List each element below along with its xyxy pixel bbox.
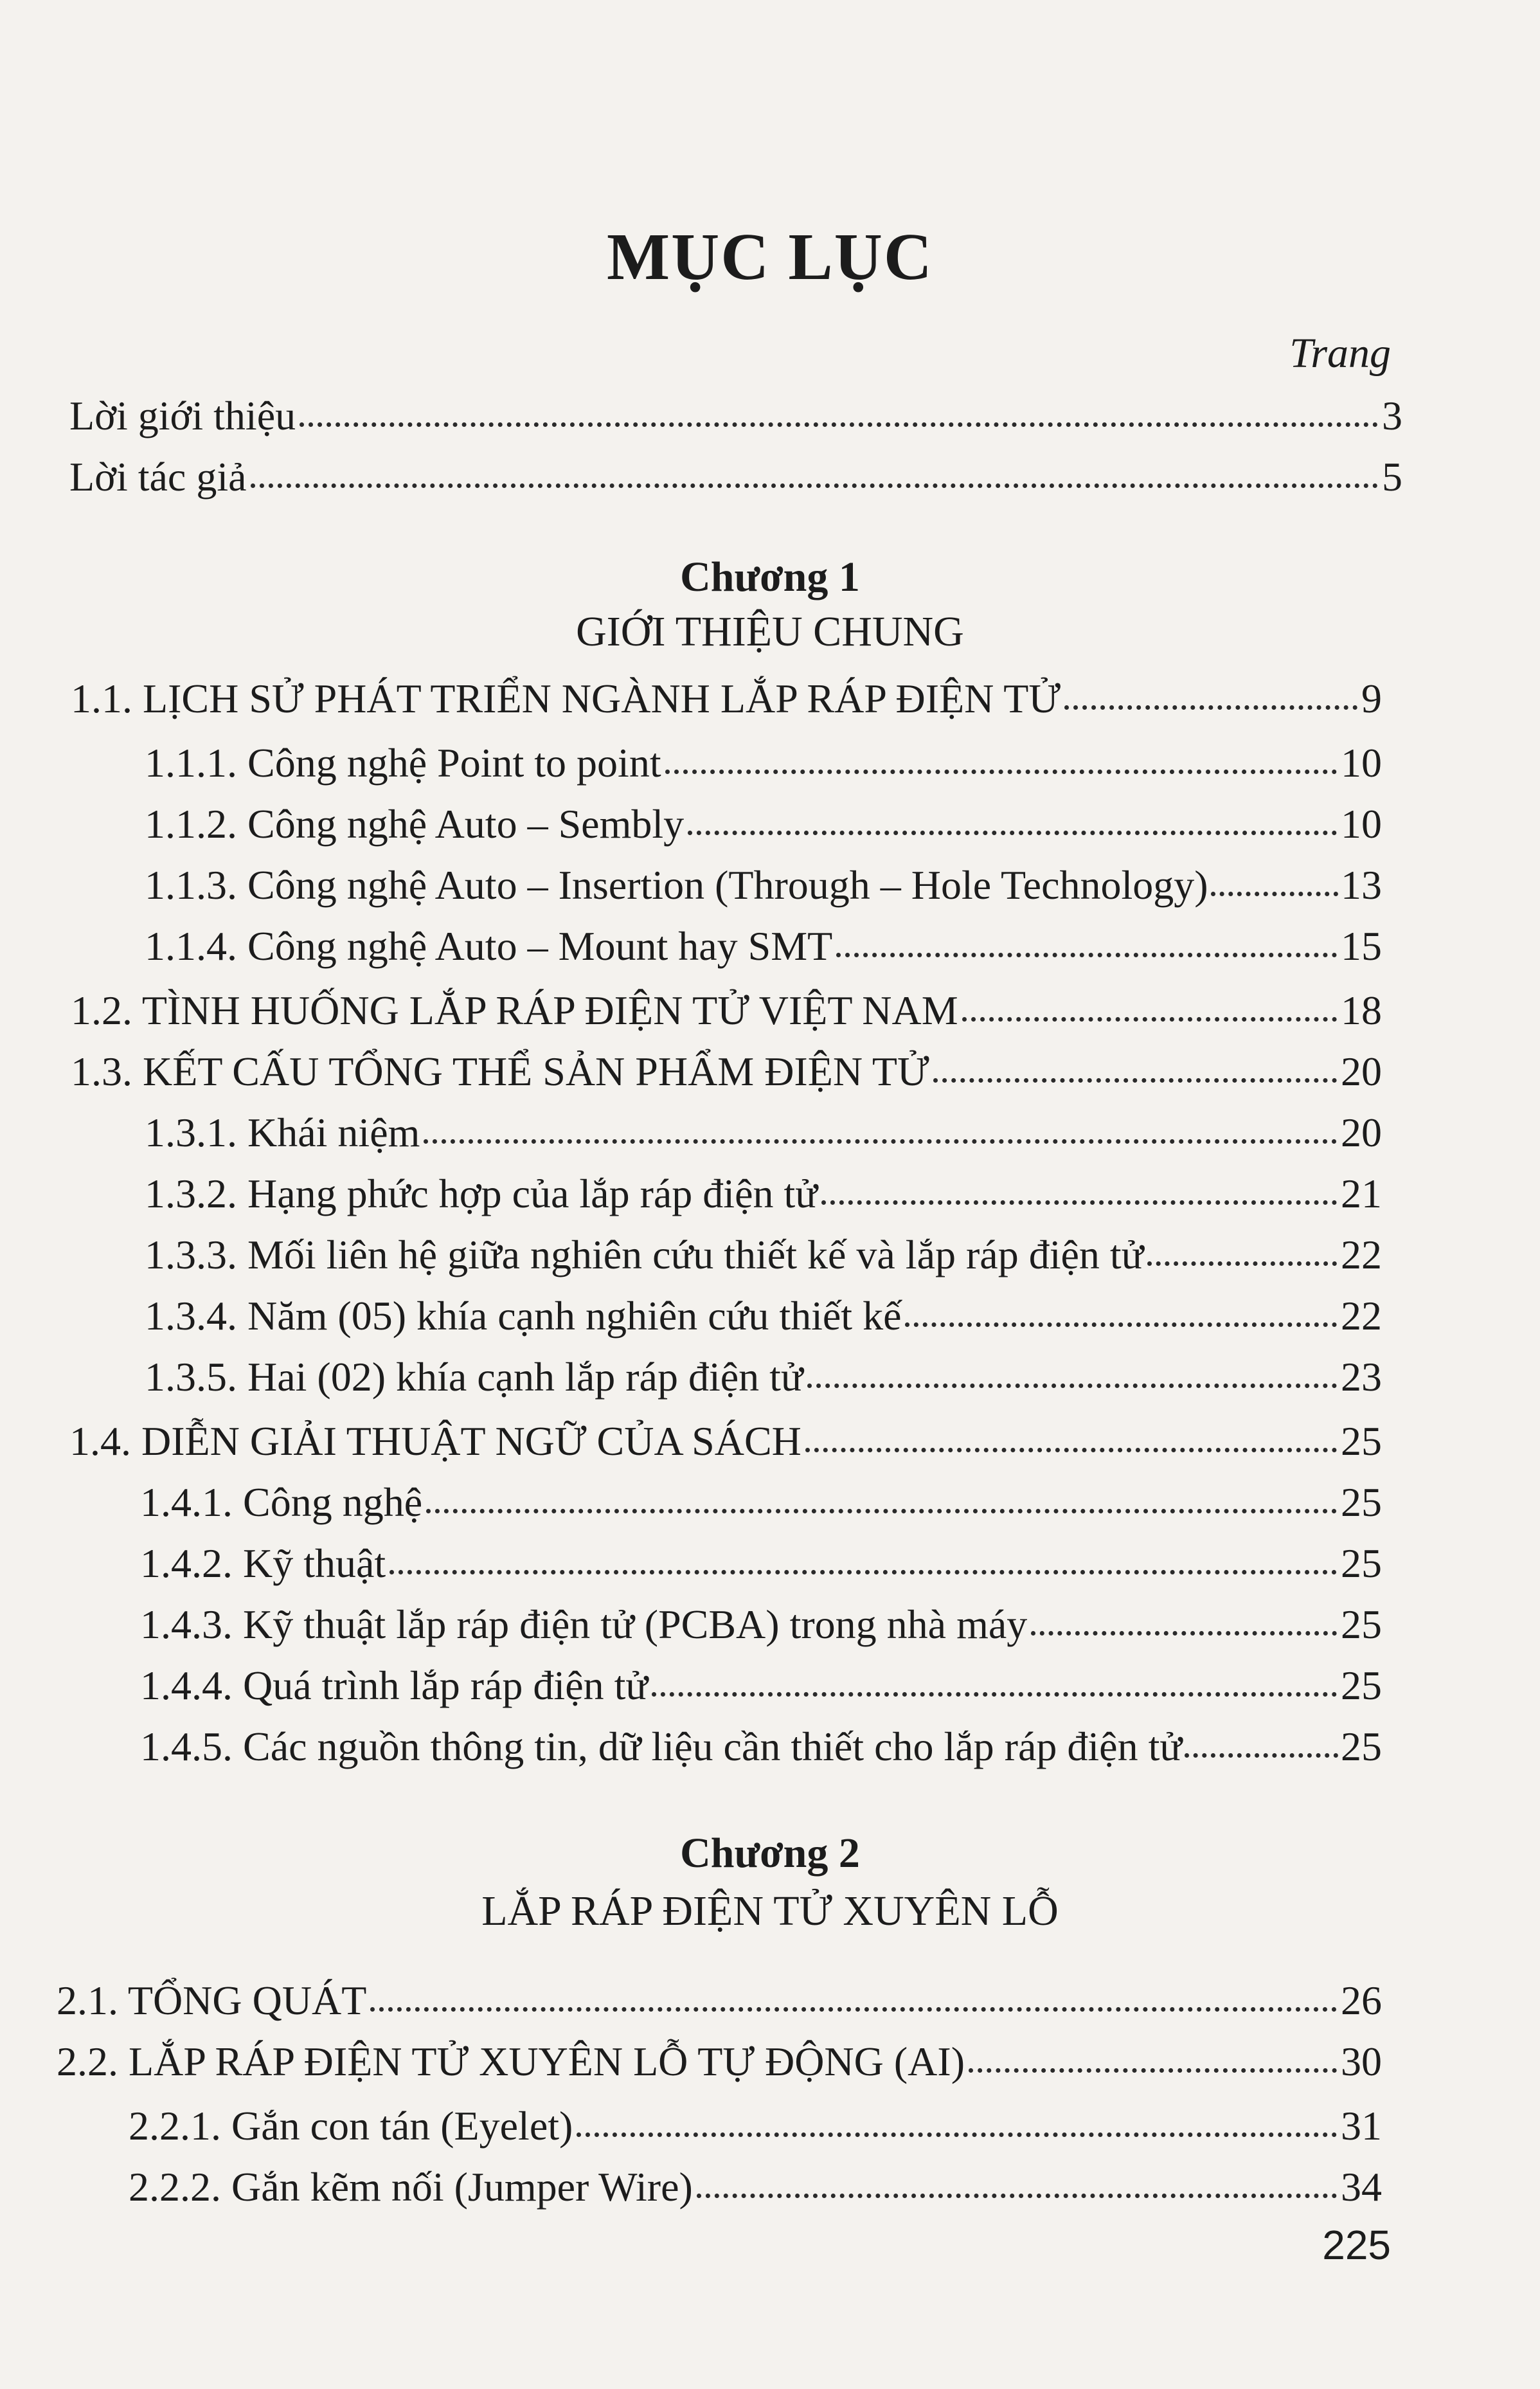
dot-leader — [370, 2006, 1337, 2012]
dot-leader — [969, 2068, 1337, 2073]
toc-entry[interactable] — [145, 1109, 1382, 1160]
toc-entry[interactable] — [145, 923, 1382, 974]
toc-entry[interactable] — [71, 675, 1382, 726]
toc-entry[interactable] — [69, 453, 1402, 505]
dot-leader — [665, 769, 1337, 774]
dot-leader — [697, 2193, 1337, 2198]
toc-entry[interactable] — [145, 1231, 1382, 1283]
toc-entry-label: 1.1. LỊCH SỬ PHÁT TRIỂN NGÀNH LẮP RÁP ĐIỆN TỬ — [71, 676, 1061, 721]
toc-entry-page: 13 — [1341, 862, 1382, 908]
dot-leader — [1185, 1753, 1338, 1758]
toc-entry-label: 1.4.4. Quá trình lắp ráp điện tử — [140, 1663, 649, 1708]
dot-leader — [1031, 1630, 1337, 1636]
dot-leader — [905, 1322, 1337, 1327]
dot-leader — [807, 1383, 1337, 1388]
toc-entry[interactable] — [145, 1292, 1382, 1344]
toc-entry-label: 1.2. TÌNH HUỐNG LẮP RÁP ĐIỆN TỬ VIỆT NAM — [71, 987, 958, 1033]
toc-entry-page: 31 — [1341, 2103, 1382, 2149]
toc-entry-page: 9 — [1361, 676, 1382, 721]
toc-entry-label: 1.3.4. Năm (05) khía cạnh nghiên cứu thiết kế — [145, 1293, 902, 1339]
toc-entry-label: 1.4.1. Công nghệ — [140, 1479, 423, 1525]
toc-entry-page: 23 — [1341, 1354, 1382, 1400]
chapter-number: Chương 1 — [680, 554, 860, 600]
toc-entry-page: 25 — [1341, 1479, 1382, 1525]
dot-leader — [1064, 705, 1357, 710]
toc-entry[interactable] — [145, 800, 1382, 852]
toc-entry[interactable] — [57, 1977, 1382, 2028]
dot-leader — [426, 1508, 1337, 1513]
toc-entry-page: 18 — [1341, 987, 1382, 1033]
toc-entry[interactable] — [140, 1479, 1382, 1530]
toc-entry-page: 5 — [1382, 454, 1402, 500]
toc-entry-label: Lời tác giả — [69, 454, 247, 500]
toc-entry-page: 34 — [1341, 2164, 1382, 2210]
dot-leader — [821, 1200, 1337, 1205]
toc-entry-page: 3 — [1382, 393, 1402, 438]
toc-entry[interactable] — [129, 2102, 1382, 2154]
toc-entry[interactable] — [140, 1723, 1382, 1774]
dot-leader — [577, 2132, 1337, 2137]
dot-leader — [424, 1139, 1337, 1144]
toc-entry[interactable] — [140, 1540, 1382, 1591]
toc-entry-page: 22 — [1341, 1293, 1382, 1339]
toc-entry-label: 1.1.1. Công nghệ Point to point — [145, 740, 661, 786]
toc-entry[interactable] — [71, 1048, 1382, 1099]
toc-entry-label: 1.3. KẾT CẤU TỔNG THỂ SẢN PHẨM ĐIỆN TỬ — [71, 1049, 929, 1094]
dot-leader — [251, 483, 1379, 488]
toc-entry[interactable] — [140, 1601, 1382, 1652]
toc-entry-label: 1.1.4. Công nghệ Auto – Mount hay SMT — [145, 923, 833, 969]
toc-entry[interactable] — [69, 392, 1402, 444]
chapter-number: Chương 2 — [680, 1830, 860, 1877]
toc-entry-label: 1.1.3. Công nghệ Auto – Insertion (Through – Hole Technology) — [145, 862, 1208, 908]
toc-entry-label: Lời giới thiệu — [69, 393, 296, 438]
toc-entry-label: 1.4.3. Kỹ thuật lắp ráp điện tử (PCBA) trong nhà máy — [140, 1601, 1028, 1647]
chapter-title: LẮP RÁP ĐIỆN TỬ XUYÊN LỖ — [481, 1888, 1059, 1934]
dot-leader — [962, 1016, 1337, 1022]
chapter-title: GIỚI THIỆU CHUNG — [576, 608, 964, 655]
toc-entry-label: 1.4.5. Các nguồn thông tin, dữ liệu cần thiết cho lắp ráp điện tử — [140, 1724, 1183, 1769]
toc-entry-page: 20 — [1341, 1110, 1382, 1155]
toc-entry-page: 20 — [1341, 1049, 1382, 1094]
toc-entry-label: 2.1. TỔNG QUÁT — [57, 1978, 367, 2023]
dot-leader — [836, 952, 1337, 957]
toc-entry-page: 25 — [1341, 1540, 1382, 1586]
dot-leader — [1147, 1261, 1337, 1266]
toc-entry[interactable] — [57, 2038, 1382, 2089]
toc-entry[interactable] — [145, 1170, 1382, 1222]
toc-entry[interactable] — [145, 1353, 1382, 1405]
dot-leader — [389, 1569, 1337, 1574]
toc-entry[interactable] — [140, 1662, 1382, 1713]
toc-entry-label: 2.2.1. Gắn con tán (Eyelet) — [129, 2103, 573, 2149]
dot-leader — [300, 422, 1378, 427]
toc-entry-label: 1.4. DIỄN GIẢI THUẬT NGỮ CỦA SÁCH — [69, 1418, 801, 1464]
toc-entry-page: 25 — [1341, 1418, 1382, 1464]
dot-leader — [1211, 891, 1338, 896]
toc-entry-label: 1.3.1. Khái niệm — [145, 1110, 420, 1155]
toc-entry-label: 2.2. LẮP RÁP ĐIỆN TỬ XUYÊN LỖ TỰ ĐỘNG (AI) — [57, 2039, 965, 2084]
dot-leader — [805, 1447, 1337, 1452]
toc-entry-page: 25 — [1341, 1724, 1382, 1769]
page-column-label: Trang — [1289, 330, 1391, 377]
toc-entry-label: 1.3.3. Mối liên hệ giữa nghiên cứu thiết kế và lắp ráp điện tử — [145, 1232, 1144, 1277]
toc-entry-page: 30 — [1341, 2039, 1382, 2084]
toc-entry-page: 15 — [1341, 923, 1382, 969]
page-title: MỤC LỤC — [607, 220, 933, 294]
toc-entry[interactable] — [69, 1418, 1382, 1469]
toc-entry-page: 22 — [1341, 1232, 1382, 1277]
toc-entry-label: 1.3.2. Hạng phức hợp của lắp ráp điện tử — [145, 1171, 818, 1216]
dot-leader — [688, 830, 1337, 835]
toc-entry-page: 10 — [1341, 740, 1382, 786]
toc-entry[interactable] — [129, 2163, 1382, 2215]
toc-entry-page: 25 — [1341, 1663, 1382, 1708]
toc-entry-label: 1.4.2. Kỹ thuật — [140, 1540, 386, 1586]
toc-entry-label: 1.3.5. Hai (02) khía cạnh lắp ráp điện tử — [145, 1354, 803, 1400]
page-number: 225 — [1322, 2222, 1391, 2268]
toc-entry[interactable] — [145, 861, 1382, 913]
dot-leader — [652, 1691, 1337, 1697]
toc-entry[interactable] — [71, 987, 1382, 1038]
toc-entry-page: 21 — [1341, 1171, 1382, 1216]
toc-entry-label: 2.2.2. Gắn kẽm nối (Jumper Wire) — [129, 2164, 693, 2210]
toc-entry-page: 25 — [1341, 1601, 1382, 1647]
dot-leader — [933, 1077, 1337, 1083]
toc-entry-page: 10 — [1341, 801, 1382, 847]
toc-entry-page: 26 — [1341, 1978, 1382, 2023]
toc-entry[interactable] — [145, 739, 1382, 791]
toc-entry-label: 1.1.2. Công nghệ Auto – Sembly — [145, 801, 685, 847]
